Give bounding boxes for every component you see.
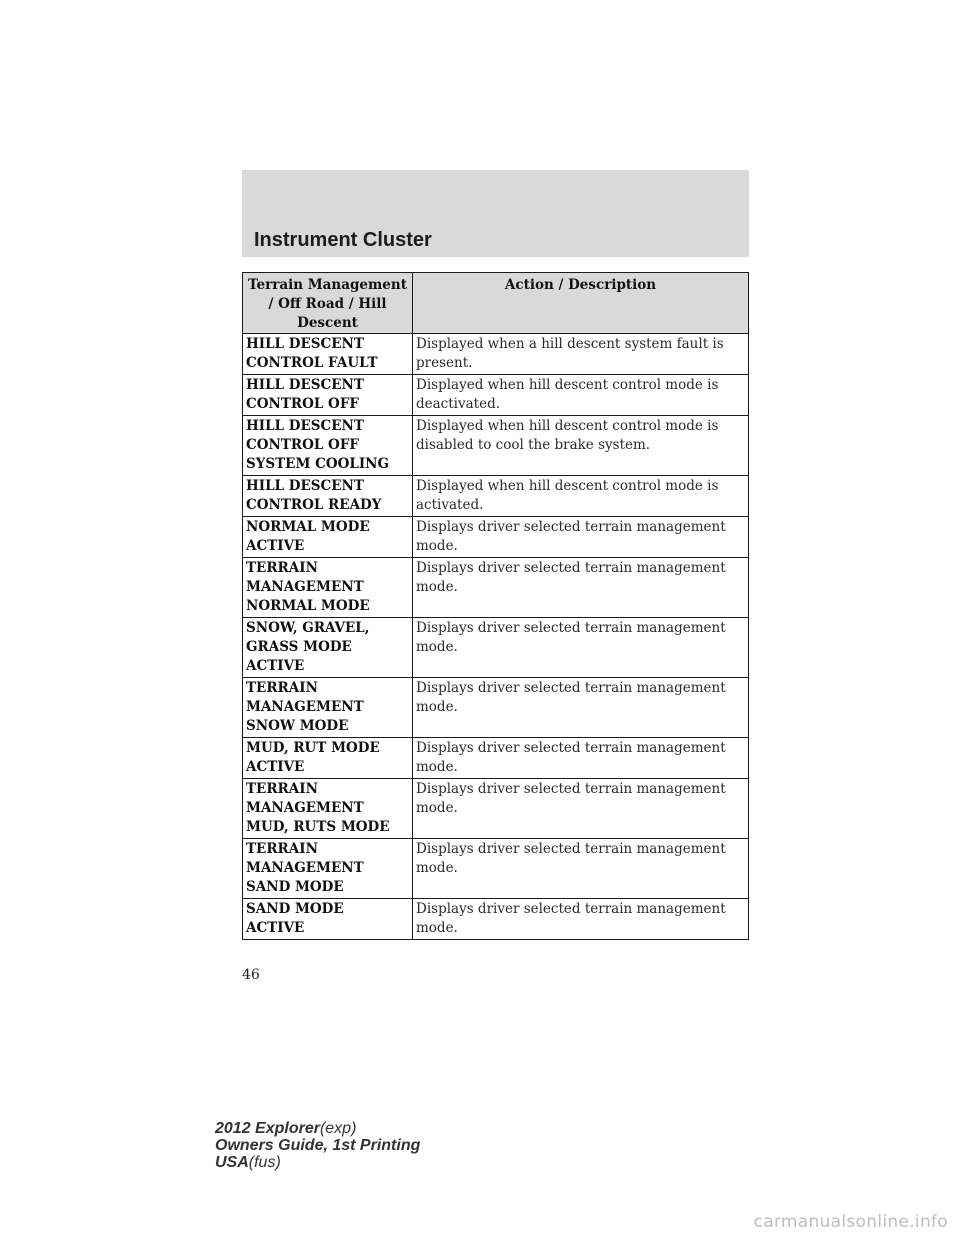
footer-market: USA: [215, 1154, 249, 1171]
table-row: [243, 558, 749, 618]
description-cell: Displays driver selected terrain management mode.: [413, 738, 749, 779]
table-row: [243, 779, 749, 839]
table-row: [243, 738, 749, 779]
site-watermark: carmanualsonline.info: [753, 1212, 948, 1232]
description-cell: Displayed when hill descent control mode is disabled to cool the brake system.: [413, 416, 749, 476]
message-cell: SAND MODE ACTIVE: [243, 899, 413, 940]
message-table: [242, 272, 749, 940]
description-cell: Displays driver selected terrain management mode.: [413, 839, 749, 899]
section-title: Instrument Cluster: [254, 229, 432, 251]
message-cell: TERRAIN MANAGEMENT SAND MODE: [243, 839, 413, 899]
footer-line-market: [215, 1154, 420, 1171]
footer-printing: Owners Guide, 1st Printing: [215, 1137, 421, 1154]
message-cell: SNOW, GRAVEL, GRASS MODE ACTIVE: [243, 618, 413, 678]
print-footer: [215, 1120, 420, 1171]
description-cell: Displays driver selected terrain management mode.: [413, 558, 749, 618]
table-header-row: [243, 273, 749, 334]
table-row: [243, 618, 749, 678]
footer-line-model: [215, 1120, 420, 1137]
footer-market-code: (fus): [248, 1154, 281, 1171]
message-cell: MUD, RUT MODE ACTIVE: [243, 738, 413, 779]
table-row: [243, 375, 749, 416]
message-cell: TERRAIN MANAGEMENT SNOW MODE: [243, 678, 413, 738]
description-cell: Displays driver selected terrain management mode.: [413, 678, 749, 738]
description-cell: Displays driver selected terrain management mode.: [413, 779, 749, 839]
description-cell: Displayed when a hill descent system fault is present.: [413, 334, 749, 375]
message-cell: HILL DESCENT CONTROL READY: [243, 476, 413, 517]
table-row: [243, 517, 749, 558]
message-cell: TERRAIN MANAGEMENT MUD, RUTS MODE: [243, 779, 413, 839]
footer-model: 2012 Explorer: [215, 1120, 320, 1137]
column-header-description: Action / Description: [413, 273, 749, 334]
footer-model-code: (exp): [319, 1120, 357, 1137]
message-cell: HILL DESCENT CONTROL FAULT: [243, 334, 413, 375]
table-row: [243, 334, 749, 375]
description-cell: Displays driver selected terrain management mode.: [413, 899, 749, 940]
table-row: [243, 416, 749, 476]
description-cell: Displayed when hill descent control mode is activated.: [413, 476, 749, 517]
message-cell: HILL DESCENT CONTROL OFF SYSTEM COOLING: [243, 416, 413, 476]
description-cell: Displayed when hill descent control mode is deactivated.: [413, 375, 749, 416]
table-row: [243, 839, 749, 899]
page-number: 46: [242, 967, 260, 983]
message-cell: HILL DESCENT CONTROL OFF: [243, 375, 413, 416]
description-cell: Displays driver selected terrain management mode.: [413, 618, 749, 678]
table-row: [243, 678, 749, 738]
description-cell: Displays driver selected terrain management mode.: [413, 517, 749, 558]
message-cell: TERRAIN MANAGEMENT NORMAL MODE: [243, 558, 413, 618]
table-row: [243, 476, 749, 517]
message-cell: NORMAL MODE ACTIVE: [243, 517, 413, 558]
table-row: [243, 899, 749, 940]
column-header-message: Terrain Management / Off Road / Hill Descent: [243, 273, 413, 334]
